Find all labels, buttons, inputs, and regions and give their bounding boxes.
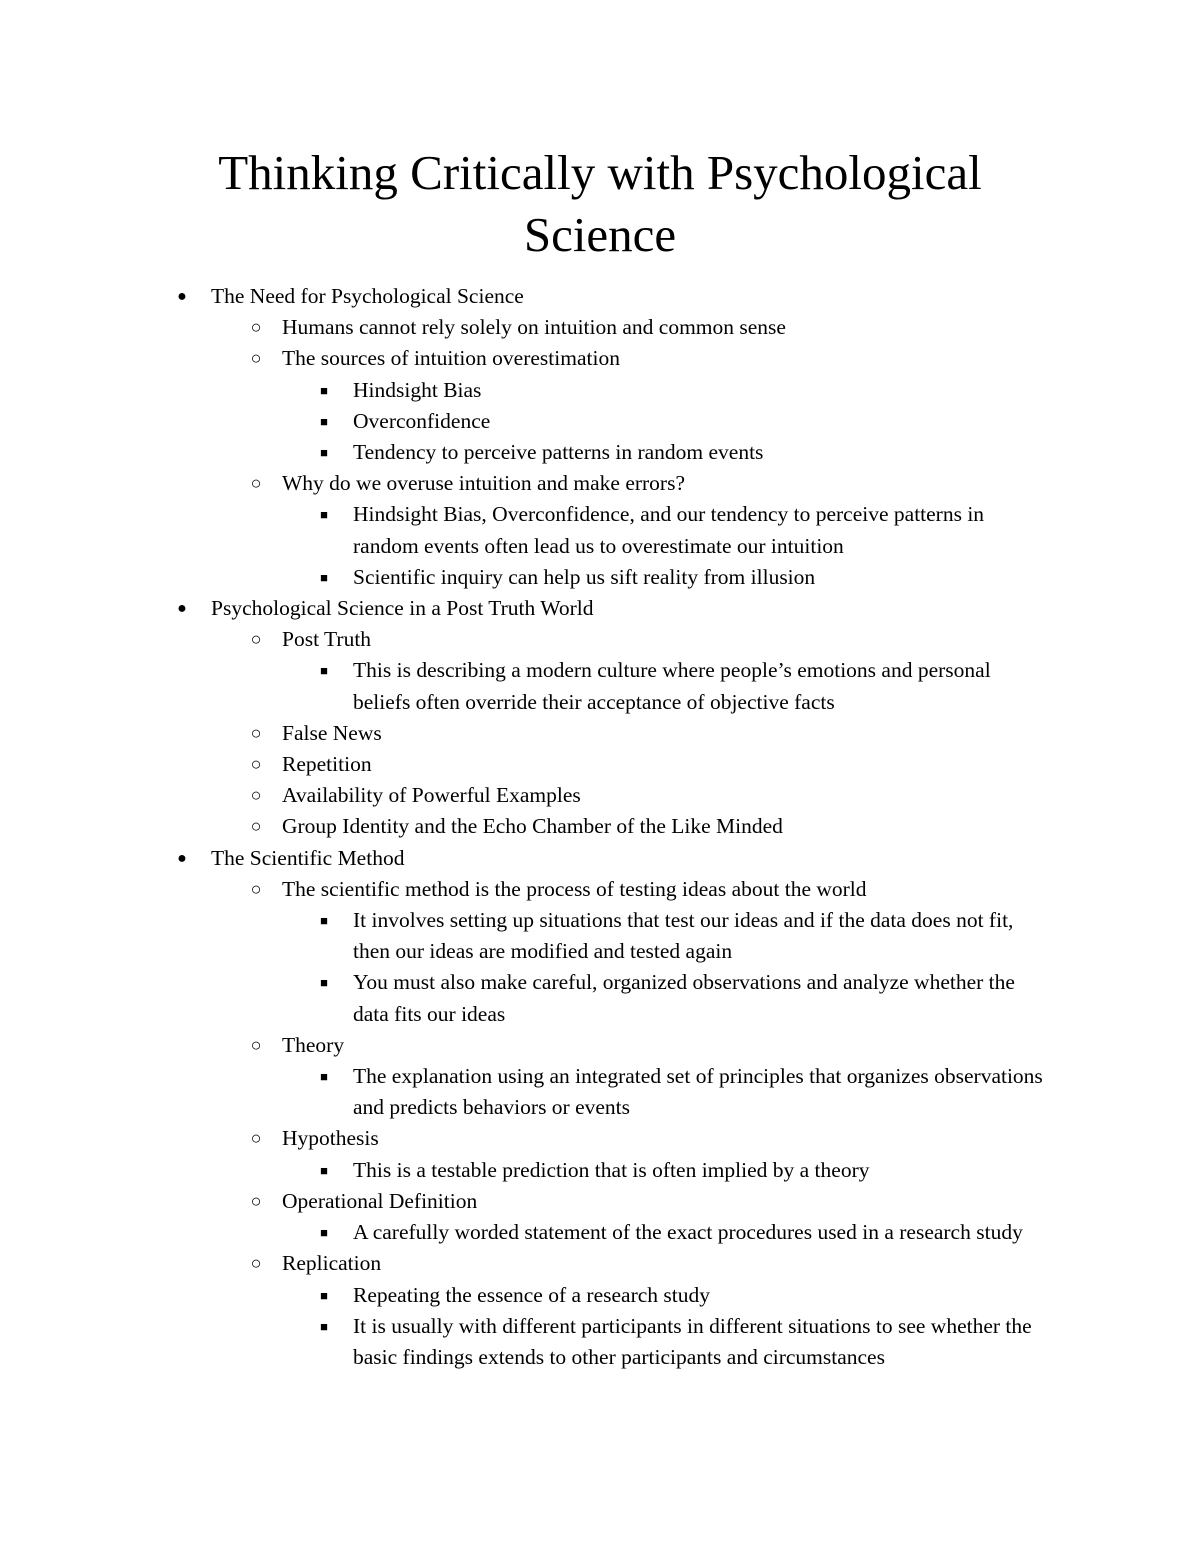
bullet-icon: ■ (320, 445, 328, 461)
list-item-text: Hypothesis (282, 1126, 379, 1151)
subsection-item (0, 1248, 1200, 1373)
subsection-item (0, 811, 1200, 842)
list-item-text: Repeating the essence of a research study (353, 1282, 710, 1307)
bullet-icon: ○ (250, 754, 262, 775)
list-item-text: This is describing a modern culture where people’s emotions and personal beliefs often override their acceptance of objective facts (353, 658, 991, 714)
detail-list (0, 375, 1200, 469)
subsection-item (0, 624, 1200, 718)
detail-item (0, 375, 1200, 406)
section-item (0, 593, 1200, 843)
detail-list (0, 1217, 1200, 1248)
bullet-icon: ○ (250, 629, 262, 650)
list-item-text: Replication (282, 1251, 382, 1276)
bullet-icon: ○ (250, 1128, 262, 1149)
list-item-text: It involves setting up situations that test our ideas and if the data does not fit, then our ideas are modified and tested again (353, 908, 1014, 964)
detail-list (0, 655, 1200, 717)
bullet-icon: ● (177, 849, 187, 867)
list-item-text: You must also make careful, organized observations and analyze whether the data fits our ideas (353, 970, 1015, 1026)
detail-list (0, 1155, 1200, 1186)
subsection-list (0, 312, 1200, 593)
detail-list (0, 1061, 1200, 1123)
subsection-item (0, 1030, 1200, 1124)
list-item-text: Psychological Science in a Post Truth World (211, 596, 594, 621)
subsection-item (0, 1123, 1200, 1185)
subsection-list (0, 874, 1200, 1373)
list-item-text: The Need for Psychological Science (211, 284, 524, 308)
subsection-item (0, 468, 1200, 593)
title-line-2: Science (523, 207, 677, 262)
bullet-icon: ○ (250, 816, 262, 837)
list-item-text: Group Identity and the Echo Chamber of the Like Minded (282, 814, 783, 839)
bullet-icon: ■ (320, 1287, 328, 1303)
list-item-text: Theory (282, 1032, 345, 1057)
bullet-icon: ○ (250, 1253, 262, 1274)
subsection-item (0, 718, 1200, 749)
detail-list (0, 905, 1200, 1030)
subsection-item (0, 780, 1200, 811)
detail-item (0, 437, 1200, 468)
bullet-icon: ○ (250, 473, 262, 494)
bullet-icon: ■ (320, 1069, 328, 1085)
list-item-text: Why do we overuse intuition and make errors? (282, 471, 685, 496)
bullet-icon: ■ (320, 413, 328, 429)
list-item-text: False News (282, 720, 382, 745)
detail-item (0, 1155, 1200, 1186)
list-item-text: Operational Definition (282, 1188, 478, 1213)
bullet-icon: ■ (320, 913, 328, 929)
section-item (0, 843, 1200, 1373)
list-item-text: Hindsight Bias (353, 377, 482, 402)
detail-item (0, 967, 1200, 1029)
title-line-1: Thinking Critically with Psychological (218, 145, 982, 200)
bullet-icon: ■ (320, 1162, 328, 1178)
detail-item (0, 655, 1200, 717)
bullet-icon: ■ (320, 507, 328, 523)
subsection-item (0, 874, 1200, 1030)
detail-item (0, 1280, 1200, 1311)
bullet-icon: ○ (250, 1034, 262, 1055)
list-item-text: A carefully worded statement of the exact procedures used in a research study (353, 1220, 1023, 1245)
list-item-text: Humans cannot rely solely on intuition and common sense (282, 315, 786, 340)
subsection-item (0, 343, 1200, 468)
bullet-icon: ○ (250, 317, 262, 338)
detail-item (0, 1311, 1200, 1373)
subsection-item (0, 749, 1200, 780)
list-item-text: Overconfidence (353, 408, 491, 433)
detail-item (0, 905, 1200, 967)
detail-list (0, 1280, 1200, 1374)
bullet-icon: ■ (320, 569, 328, 585)
bullet-icon: ■ (320, 1318, 328, 1334)
bullet-icon: ● (177, 288, 187, 305)
list-item-text: The sources of intuition overestimation (282, 346, 620, 371)
bullet-icon: ○ (250, 1190, 262, 1211)
bullet-icon: ○ (250, 348, 262, 369)
list-item-text: Tendency to perceive patterns in random events (353, 440, 764, 465)
page-title (150, 142, 1050, 266)
detail-item (0, 562, 1200, 593)
bullet-icon: ■ (320, 382, 328, 398)
bullet-icon: ■ (320, 975, 328, 991)
bullet-icon: ○ (250, 785, 262, 806)
bullet-icon: ● (177, 600, 187, 618)
subsection-item (0, 312, 1200, 343)
list-item-text: The Scientific Method (211, 845, 405, 870)
detail-item (0, 499, 1200, 561)
notes-outline (0, 281, 1200, 1373)
list-item-text: Repetition (282, 752, 372, 777)
list-item-text: Hindsight Bias, Overconfidence, and our tendency to perceive patterns in random events often lead us to overestimate our intuition (353, 502, 985, 558)
list-item-text: This is a testable prediction that is often implied by a theory (353, 1157, 870, 1182)
list-item-text: Scientific inquiry can help us sift reality from illusion (353, 564, 816, 589)
subsection-item (0, 1186, 1200, 1248)
detail-item (0, 406, 1200, 437)
bullet-icon: ■ (320, 1225, 328, 1241)
detail-list (0, 499, 1200, 593)
bullet-icon: ○ (250, 878, 262, 899)
bullet-icon: ■ (320, 663, 328, 679)
detail-item (0, 1217, 1200, 1248)
list-item-text: The scientific method is the process of testing ideas about the world (282, 876, 867, 901)
list-item-text: Post Truth (282, 627, 372, 652)
list-item-text: The explanation using an integrated set of principles that organizes observations and predicts behaviors or events (353, 1064, 1043, 1120)
list-item-text: Availability of Powerful Examples (282, 783, 581, 808)
list-item-text: It is usually with different participants in different situations to see whether the basic findings extends to other participants and circumstances (353, 1313, 1032, 1369)
section-item (0, 281, 1200, 593)
subsection-list (0, 624, 1200, 842)
detail-item (0, 1061, 1200, 1123)
bullet-icon: ○ (250, 722, 262, 743)
